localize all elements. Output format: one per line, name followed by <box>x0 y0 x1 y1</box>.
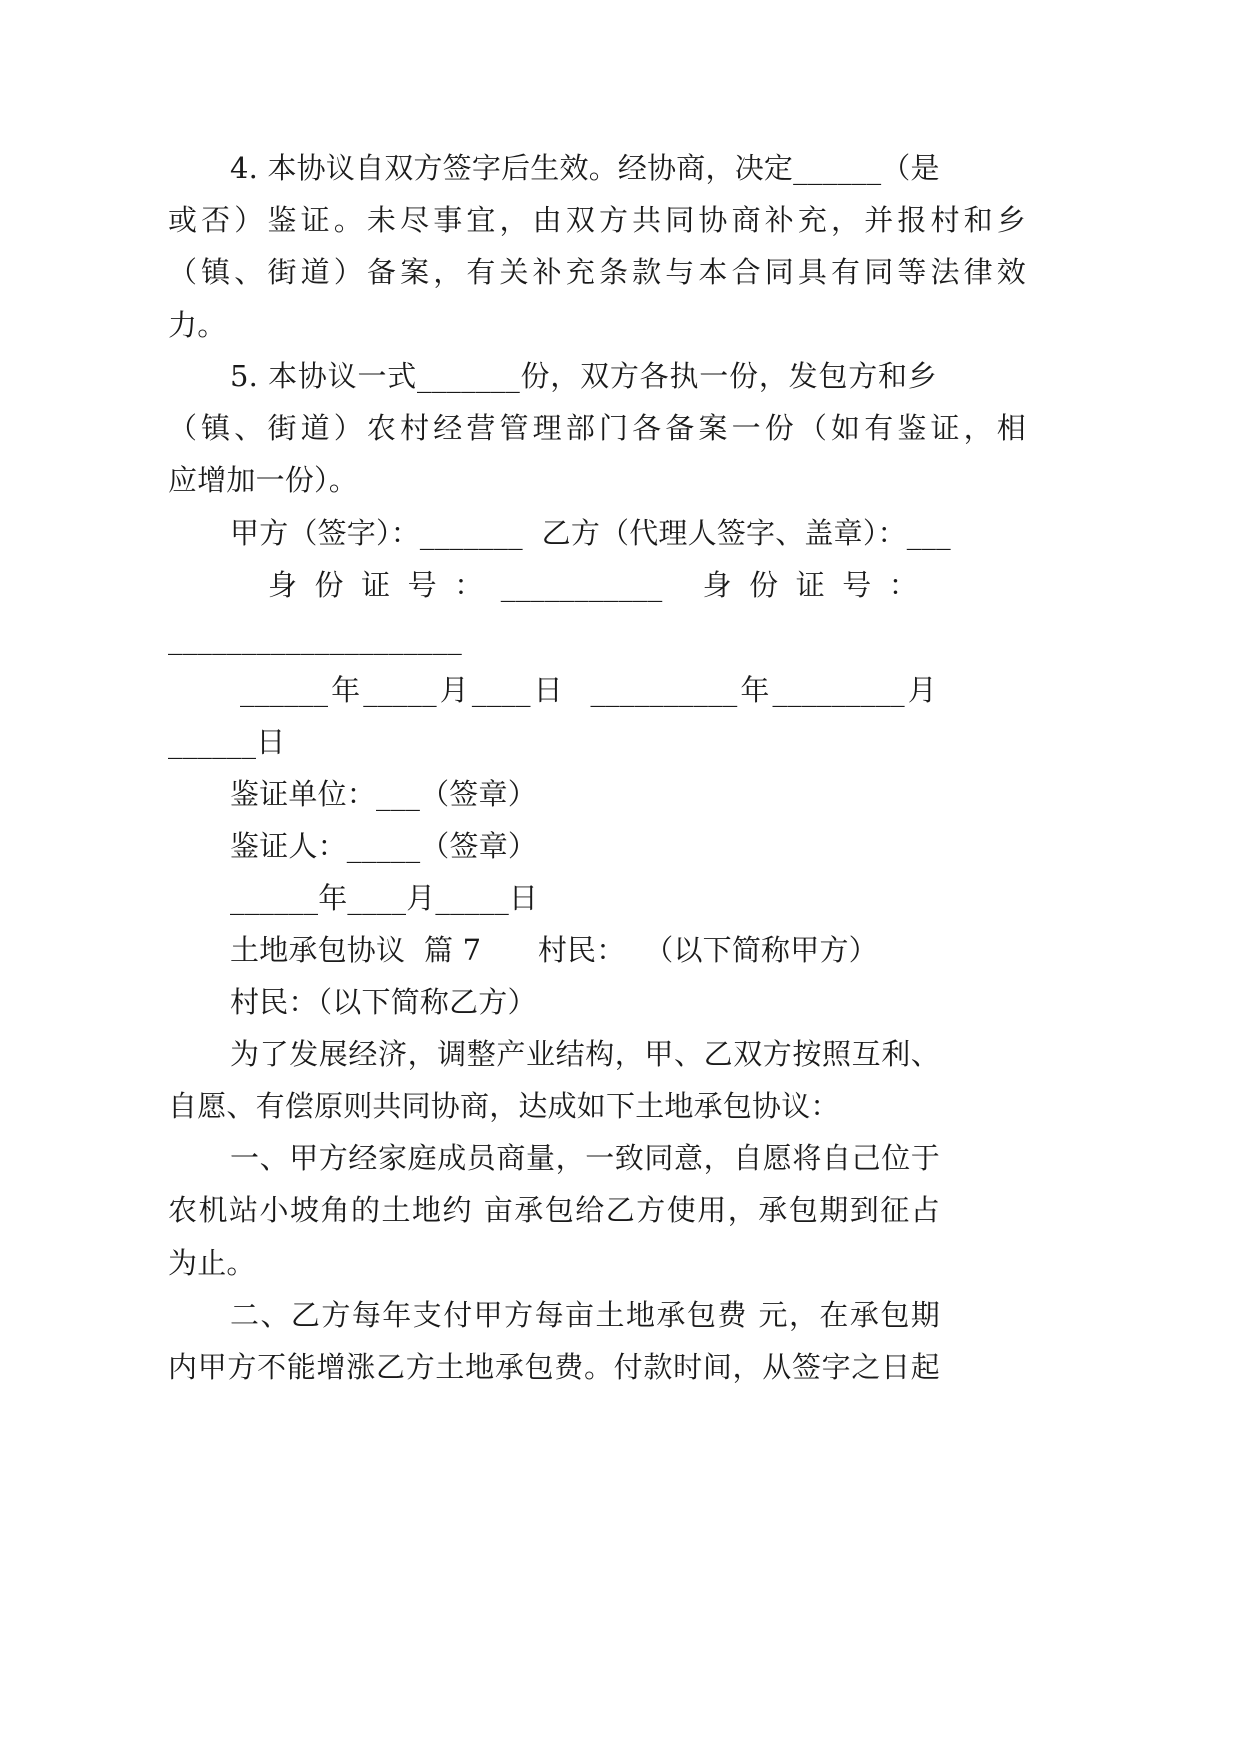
id-number-line: 身 份 证 号 ： ___________ 身 份 证 号 ： <box>268 568 918 602</box>
intro-line-2: 自愿、有偿原则共同协商，达成如下土地承包协议： <box>168 1089 840 1123</box>
clause-2-line-1: 二、乙方每年支付甲方每亩土地承包费 元，在承包期 <box>230 1298 940 1332</box>
verify-unit-line: 鉴证单位：___（签章） <box>230 777 537 811</box>
paragraph-4-line-1: 4. 本协议自双方签字后生效。经协商，决定______（是 <box>230 151 940 185</box>
clause-1-line-3: 为止。 <box>168 1246 256 1280</box>
signature-line: 甲方（签字）：_______ 乙方（代理人签字、盖章）：___ <box>230 516 951 550</box>
intro-line-1: 为了发展经济，调整产业结构，甲、乙双方按照互利、 <box>230 1037 940 1071</box>
clause-2-line-2: 内甲方不能增涨乙方土地承包费。付款时间，从签字之日起 <box>168 1350 940 1384</box>
verify-date-line: ______年____月_____日 <box>230 881 539 915</box>
verifier-line: 鉴证人：_____（签章） <box>230 829 538 863</box>
paragraph-4-line-3: （镇、街道）备案，有关补充条款与本合同具有同等法律效 <box>168 255 1026 289</box>
clause-1-line-2: 农机站小坡角的土地约 亩承包给乙方使用，承包期到征占 <box>168 1193 940 1227</box>
paragraph-4-line-2: 或否）鉴证。未尽事宜，由双方共同协商补充，并报村和乡 <box>168 203 1026 237</box>
id-number-line-cont: ____________________ <box>168 621 462 655</box>
paragraph-5-line-1: 5. 本协议一式_______份，双方各执一份，发包方和乡 <box>230 359 937 393</box>
paragraph-4-line-4: 力。 <box>168 308 227 342</box>
date-line: ______年_____月____日 __________年_________月 <box>240 673 937 707</box>
clause-1-line-1: 一、甲方经家庭成员商量，一致同意，自愿将自己位于 <box>230 1141 940 1175</box>
paragraph-5-line-3: 应增加一份）。 <box>168 463 358 497</box>
villager-b-line: 村民：（以下简称乙方） <box>230 985 537 1019</box>
date-line-cont: ______日 <box>168 725 286 759</box>
paragraph-5-line-2: （镇、街道）农村经营管理部门各备案一份（如有鉴证，相 <box>168 411 1026 445</box>
section-title-line: 土地承包协议 篇 7 村民： （以下简称甲方） <box>230 933 878 967</box>
